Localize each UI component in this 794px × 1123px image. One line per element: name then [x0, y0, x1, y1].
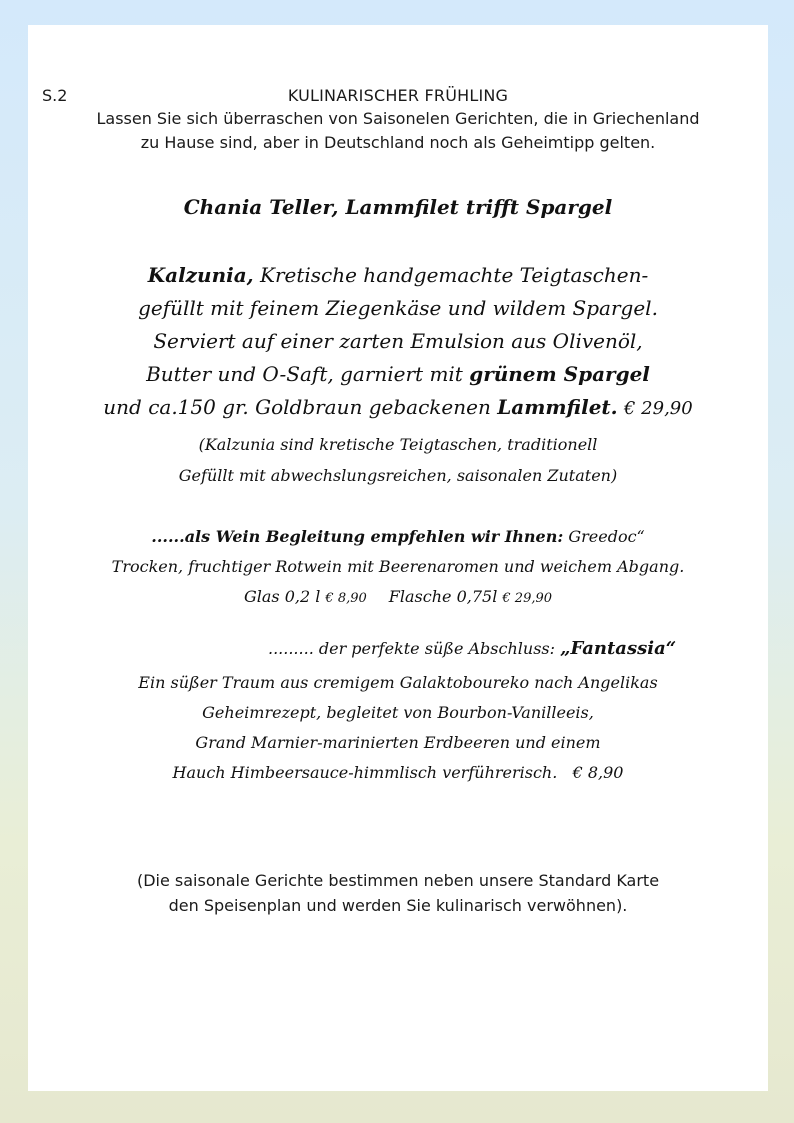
dish-line: Serviert auf einer zarten Emulsion aus Olivenöl, [153, 329, 643, 353]
dessert-line: Geheimrezept, begleitet von Bourbon-Vanilleeis, [202, 703, 594, 722]
dish-text: und ca.150 gr. Goldbraun gebackenen [103, 395, 498, 419]
dish-text: Butter und O-Saft, garniert mit [146, 362, 470, 386]
intro-line: Lassen Sie sich überraschen von Saisonelen Gerichten, die in Griechenland [96, 109, 700, 128]
dish-line [68, 259, 728, 292]
wine-intro: ......als Wein Begleitung empfehlen wir Ihnen: [151, 527, 564, 546]
wine-description: Trocken, fruchtiger Rotwein mit Beerenaromen und weichem Abgang. [111, 557, 685, 576]
footer-line: (Die saisonale Gerichte bestimmen neben unsere Standard Karte [136, 871, 660, 890]
dessert-line: Grand Marnier-marinierten Erdbeeren und einem [195, 733, 601, 752]
menu-page [28, 25, 768, 1091]
footer-note [28, 868, 768, 918]
dessert-lead: ......... der perfekte süße Abschluss: [268, 639, 561, 658]
dish-name: Kalzunia, [147, 263, 254, 287]
dish-title: Chania Teller, Lammfilet trifft Spargel [183, 195, 613, 219]
wine-prices [28, 582, 768, 614]
dish-highlight: grünem Spargel [469, 362, 650, 386]
page-heading: KULINARISCHER FRÜHLING [287, 86, 509, 105]
wine-line [28, 522, 768, 552]
dish-price: € 29,90 [623, 398, 693, 419]
dish-description [68, 259, 728, 425]
page-number: S.2 [42, 86, 68, 105]
bottle-label: Flasche 0,75l [388, 587, 503, 606]
dish-line [68, 391, 728, 425]
wine-name: Greedoc“ [563, 527, 645, 546]
dessert-text: Hauch Himbeersauce-himmlisch verführerisch. [172, 763, 558, 782]
dish-text: Kretische handgemachte Teigtaschen- [253, 263, 649, 287]
glass-price: € 8,90 [325, 591, 367, 606]
dish-highlight: Lammfilet. [497, 395, 618, 419]
dessert-description [28, 668, 768, 788]
note-line: Gefüllt mit abwechslungsreichen, saisonalen Zutaten) [178, 466, 618, 485]
wine-recommendation [28, 522, 768, 614]
dish-note [28, 429, 768, 491]
intro-line: zu Hause sind, aber in Deutschland noch als Geheimtipp gelten. [140, 133, 656, 152]
dessert-line [28, 758, 768, 788]
bottle-price: € 29,90 [502, 591, 553, 606]
dish-line [68, 358, 728, 391]
dish-line: gefüllt mit feinem Ziegenkäse und wildem Spargel. [138, 296, 658, 320]
dessert-name: „Fantassia“ [560, 638, 677, 659]
dessert-heading [268, 638, 676, 659]
dessert-line: Ein süßer Traum aus cremigem Galaktoboureko nach Angelikas [138, 673, 658, 692]
note-line: (Kalzunia sind kretische Teigtaschen, traditionell [198, 435, 598, 454]
footer-line: den Speisenplan und werden Sie kulinarisch verwöhnen). [168, 896, 628, 915]
dessert-price: € 8,90 [572, 763, 624, 782]
intro-text [28, 107, 768, 155]
glass-label: Glas 0,2 l [243, 587, 326, 606]
